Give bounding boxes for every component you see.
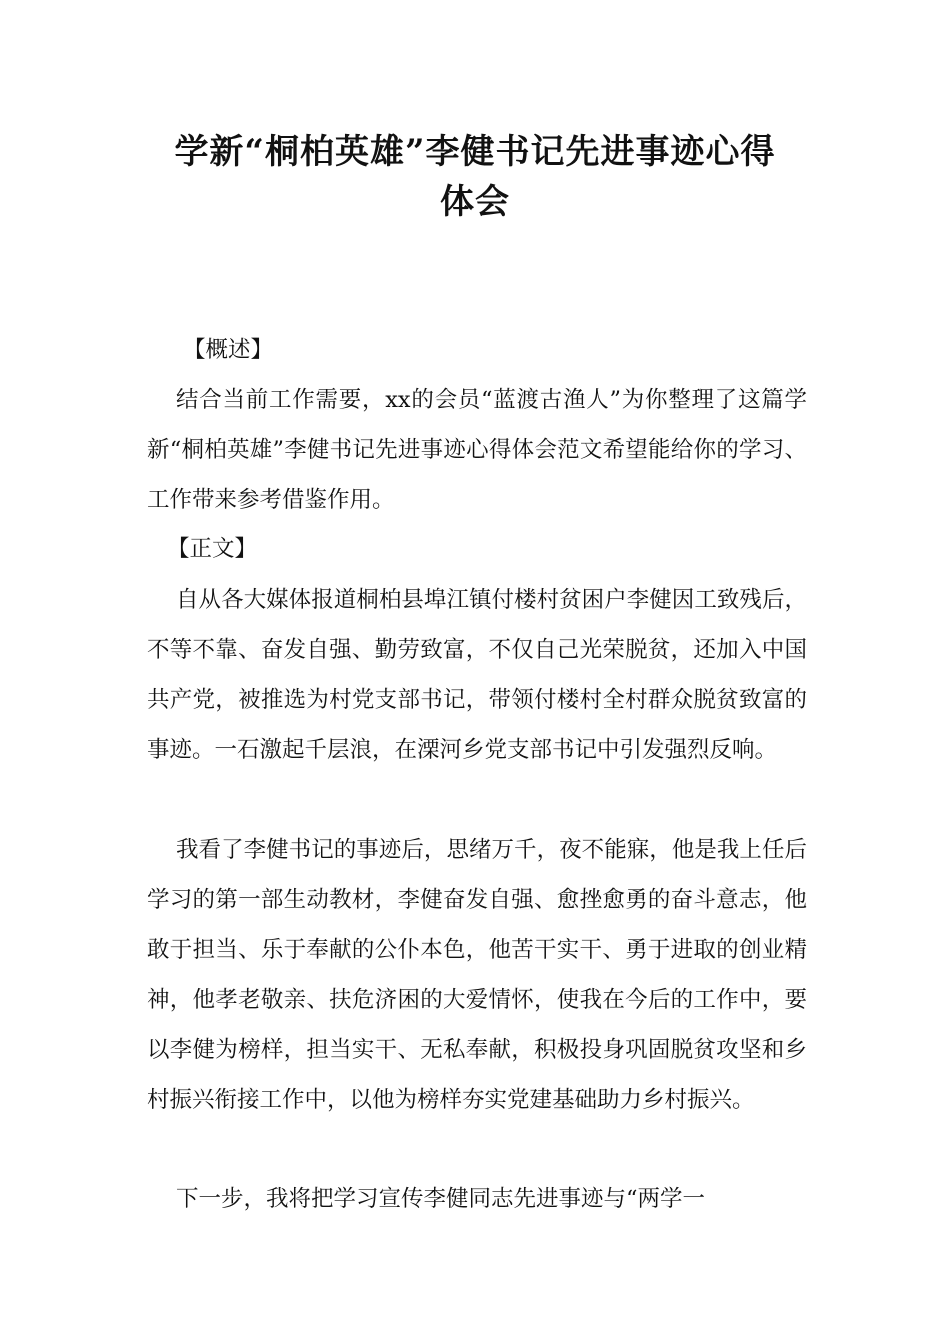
body-paragraph-3: 下一步，我将把学习宣传李健同志先进事迹与“两学一: [176, 1186, 706, 1212]
body-paragraph-2: 我看了李健书记的事迹后，思绪万千，夜不能寐，他是我上任后学习的第一部生动教材，李健奋发自强、愈挫愈勇的奋斗意志，他敢于担当、乐于奉献的公仆本色，他苦干实干、勇于进取的创业精神，他孝老敬亲、扶危济困的大爱情怀，使我在今后的工作中，要以李健为榜样，担当实干、无私奉献，积极投身巩固脱贫攻坚和乡村振兴衔接工作中，以他为榜样夯实党建基础助力乡村振兴。: [147, 837, 807, 1113]
body-paragraph-1: 自从各大媒体报道桐柏县埠江镇付楼村贫困户李健因工致残后，不等不靠、奋发自强、勤劳致富，不仅自己光荣脱贫，还加入中国共产党，被推选为村党支部书记，带领付楼村全村群众脱贫致富的事迹。一石激起千层浪，在溧河乡党支部书记中引发强烈反响。: [147, 587, 807, 763]
document-title-line1: 学新“桐柏英雄”李健书记先进事迹心得: [174, 132, 776, 172]
overview-label: 【概述】: [183, 337, 274, 363]
body-label: 【正文】: [167, 536, 258, 562]
document-title-line2: 体会: [440, 182, 510, 222]
overview-paragraph: 结合当前工作需要，xx的会员“蓝渡古渔人”为你整理了这篇学新“桐柏英雄”李健书记先进事迹心得体会范文希望能给你的学习、工作带来参考借鉴作用。: [147, 387, 807, 513]
